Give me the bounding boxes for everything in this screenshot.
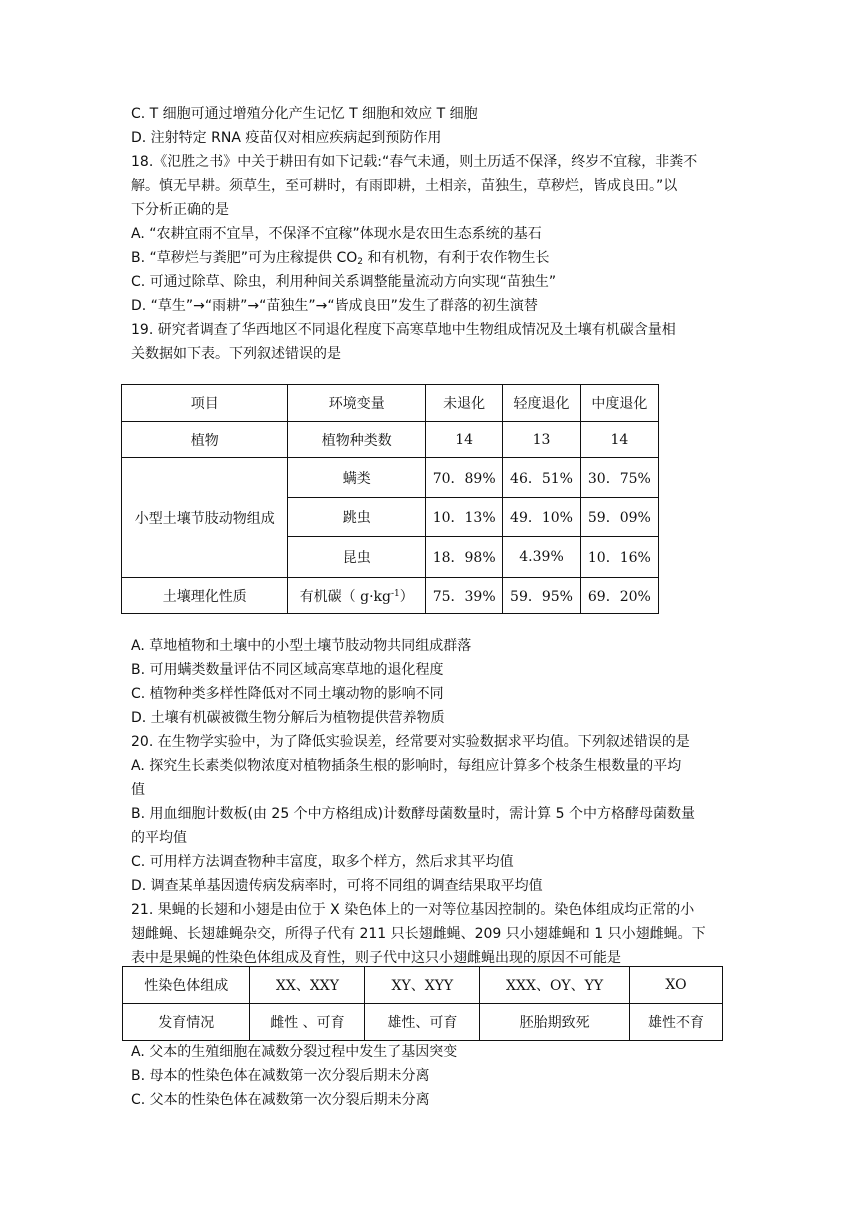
t1-cell: 10．13% xyxy=(426,498,503,537)
t1-soil-label: 土壤理化性质 xyxy=(122,578,288,614)
t1-cell: 70．89% xyxy=(426,458,503,498)
t2-cell: XX、XXY xyxy=(250,967,365,1004)
q18-option-a: A. “农耕宜雨不宜旱，不保泽不宜稼”体现水是农田生态系统的基石 xyxy=(131,226,542,242)
t2-cell: XY、XYY xyxy=(365,967,480,1004)
q20-option-a-line2: 值 xyxy=(131,782,145,798)
t1-soil-variable: 有机碳（ $g\cdot kg^{-1}$） xyxy=(288,578,426,614)
q21-option-c: C. 父本的性染色体在减数第一次分裂后期未分离 xyxy=(131,1092,430,1108)
q21-stem-line2: 翅雌蝇、长翅雄蝇杂交，所得子代有 211 只长翅雌蝇、209 只小翅雄蝇和 1 只小翅雌蝇。下 xyxy=(131,926,706,942)
q17-option-c: C. T 细胞可通过增殖分化产生记忆 T 细胞和效应 T 细胞 xyxy=(131,106,478,122)
q18-stem-line1: 18.《氾胜之书》中关于耕田有如下记载:“春气未通，则土历适不保泽，终岁不宜稼，非粪不 xyxy=(131,154,698,170)
q21-stem-line3: 表中是果蝇的性染色体组成及育性，则子代中这只小翅雌蝇出现的原因不可能是 xyxy=(131,950,621,966)
q19-stem-line1: 19. 研究者调查了华西地区不同退化程度下高寒草地中生物组成情况及土壤有机碳含量相 xyxy=(131,322,676,338)
t1-cell: 昆虫 xyxy=(288,537,426,578)
q20-option-c: C. 可用样方法调查物种丰富度，取多个样方，然后求其平均值 xyxy=(131,854,514,870)
t2-cell: XXX、OY、YY xyxy=(480,967,630,1004)
t1-header: 项目 xyxy=(122,385,288,422)
q20-option-b-line1: B. 用血细胞计数板(由 25 个中方格组成)计数酵母菌数量时，需计算 5 个中方格酵母菌数量 xyxy=(131,806,695,822)
t1-cell: 69．20% xyxy=(580,578,658,614)
t1-header: 轻度退化 xyxy=(503,385,580,422)
q19-option-c: C. 植物种类多样性降低对不同土壤动物的影响不同 xyxy=(131,686,444,702)
q19-stem-line2: 关数据如下表。下列叙述错误的是 xyxy=(131,346,341,362)
q20-stem: 20. 在生物学实验中，为了降低实验误差，经常要对实验数据求平均值。下列叙述错误的是 xyxy=(131,734,690,750)
q20-option-d: D. 调查某单基因遗传病发病率时，可将不同组的调查结果取平均值 xyxy=(131,878,543,894)
t1-cell: 4.39% xyxy=(503,537,580,578)
t2-cell: 胚胎期致死 xyxy=(480,1004,630,1041)
t1-cell: 75．39% xyxy=(426,578,503,614)
q20-option-a-line1: A. 探究生长素类似物浓度对植物插条生根的影响时，每组应计算多个枝条生根数量的平均 xyxy=(131,758,682,774)
t1-cell: 59．95% xyxy=(503,578,580,614)
t1-cell: 跳虫 xyxy=(288,498,426,537)
t1-header: 中度退化 xyxy=(580,385,658,422)
q21-stem-line1: 21. 果蝇的长翅和小翅是由位于 X 染色体上的一对等位基因控制的。染色体组成均正常的小 xyxy=(131,902,695,918)
q18-stem-line2: 解。慎无早耕。须草生，至可耕时，有雨即耕，土相亲，苗独生，草秽烂，皆成良田。”以 xyxy=(131,178,678,194)
t1-cell: 螨类 xyxy=(288,458,426,498)
q21-table xyxy=(122,966,723,1041)
q19-table xyxy=(121,384,659,614)
t1-header: 未退化 xyxy=(426,385,503,422)
q18-option-b: B. “草秽烂与粪肥”可为庄稼提供 $CO_2$ 和有机物，有利于农作物生长 xyxy=(131,250,550,267)
t2-cell: 性染色体组成 xyxy=(123,967,250,1004)
q18-stem-line3: 下分析正确的是 xyxy=(131,202,229,218)
t1-cell: 14 xyxy=(580,422,658,458)
q20-option-b-line2: 的平均值 xyxy=(131,830,187,846)
t1-cell: 59．09% xyxy=(580,498,658,537)
t2-cell: 雄性不育 xyxy=(629,1004,722,1041)
t1-cell: 植物 xyxy=(122,422,288,458)
q21-option-a: A. 父本的生殖细胞在减数分裂过程中发生了基因突变 xyxy=(131,1044,458,1060)
t1-cell: 14 xyxy=(426,422,503,458)
t2-cell: 雄性、可育 xyxy=(365,1004,480,1041)
t1-cell: 30．75% xyxy=(580,458,658,498)
t1-arthropod-label: 小型土壤节肢动物组成 xyxy=(122,458,288,578)
t1-header: 环境变量 xyxy=(288,385,426,422)
q17-option-d: D. 注射特定 RNA 疫苗仅对相应疾病起到预防作用 xyxy=(131,130,442,146)
t2-cell: 雌性 、可育 xyxy=(250,1004,365,1041)
t1-cell: 植物种类数 xyxy=(288,422,426,458)
t1-cell: 18．98% xyxy=(426,537,503,578)
q19-option-d: D. 土壤有机碳被微生物分解后为植物提供营养物质 xyxy=(131,710,445,726)
q21-option-b: B. 母本的性染色体在减数第一次分裂后期未分离 xyxy=(131,1068,430,1084)
t2-cell: 发育情况 xyxy=(123,1004,250,1041)
q19-option-b: B. 可用螨类数量评估不同区域高寒草地的退化程度 xyxy=(131,662,444,678)
t1-cell: 10．16% xyxy=(580,537,658,578)
q18-option-d: D. “草生”→“雨耕”→“苗独生”→“皆成良田”发生了群落的初生演替 xyxy=(131,298,538,314)
q18-option-c: C. 可通过除草、除虫，利用种间关系调整能量流动方向实现“苗独生” xyxy=(131,274,557,290)
t2-cell: XO xyxy=(629,967,722,1004)
q19-option-a: A. 草地植物和土壤中的小型土壤节肢动物共同组成群落 xyxy=(131,638,472,654)
t1-cell: 49．10% xyxy=(503,498,580,537)
t1-cell: 13 xyxy=(503,422,580,458)
t1-cell: 46．51% xyxy=(503,458,580,498)
